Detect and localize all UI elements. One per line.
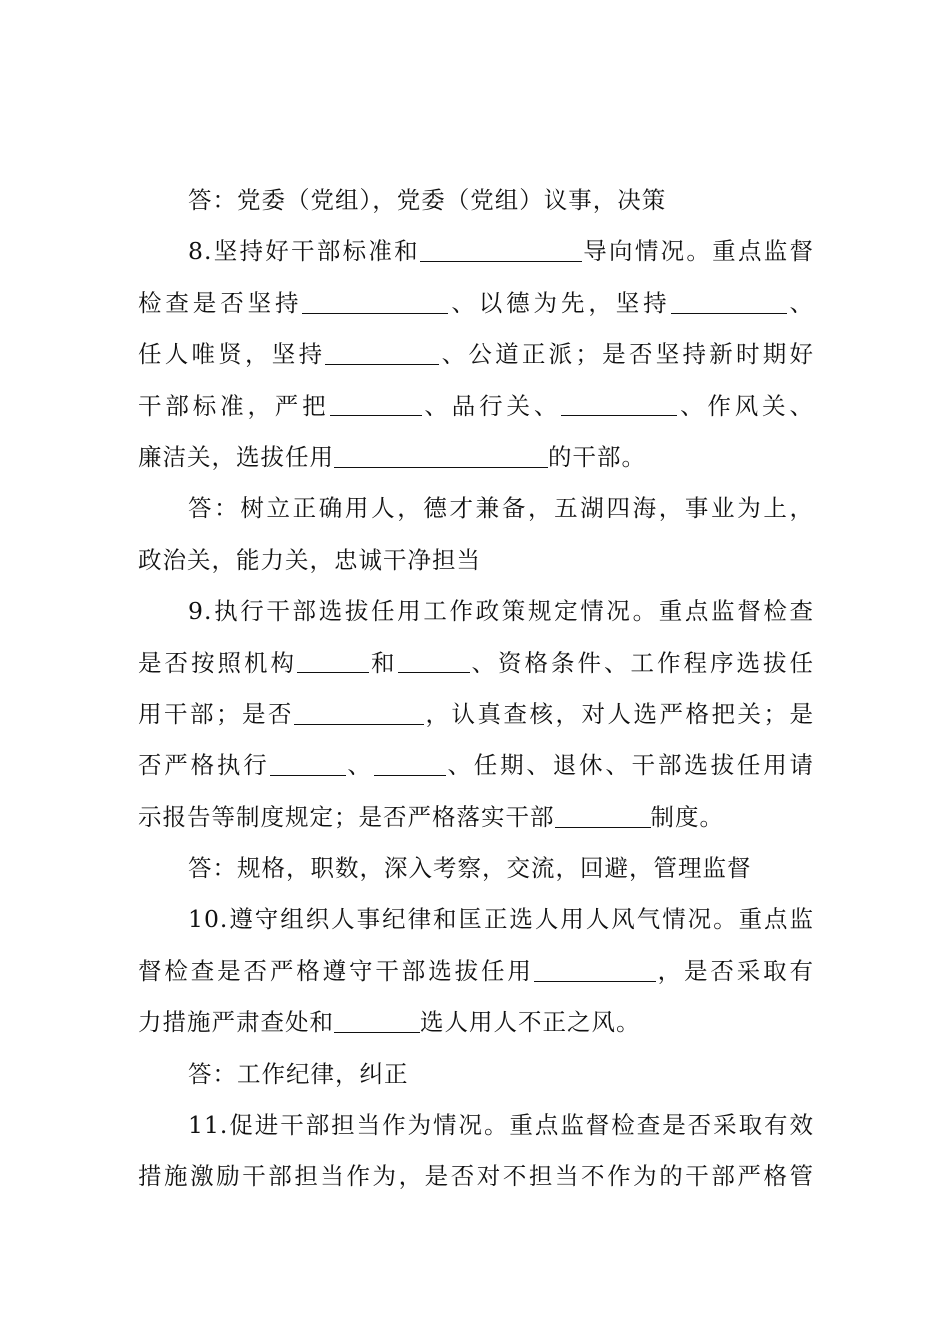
- q9-line-4: 否严格执行 、 、任期、退休、干部选拔任用请: [138, 751, 814, 780]
- q10-line-1: 10.遵守组织人事纪律和匡正选人用人风气情况。重点监: [188, 905, 814, 934]
- fill-blank[interactable]: [334, 443, 548, 468]
- q9-answer: [138, 843, 814, 894]
- answer-text: 工作纪律，纠正: [237, 1059, 409, 1088]
- q8-answer-line-2: 政治关，能力关，忠诚干净担当: [138, 545, 481, 574]
- q9-line-5: 示报告等制度规定；是否严格落实干部 制度。: [138, 802, 724, 831]
- fill-blank[interactable]: [297, 649, 369, 674]
- fill-blank[interactable]: [561, 392, 677, 417]
- q8-line-3: 任人唯贤，坚持 、公道正派；是否坚持新时期好: [138, 340, 814, 369]
- q8-line-2: 检查是否坚持 、以德为先，坚持 、: [138, 288, 814, 317]
- answer-prefix: 答：: [188, 494, 241, 523]
- q9-line-2: 是否按照机构 和 、资格条件、工作程序选拔任: [138, 648, 814, 677]
- fill-blank[interactable]: [294, 700, 424, 725]
- fill-blank[interactable]: [420, 238, 582, 263]
- q11-line-1: 11.促进干部担当作为情况。重点监督检查是否采取有效: [188, 1111, 814, 1140]
- answer-prefix: 答：: [188, 186, 237, 214]
- q8-answer-line-1: 答：树立正确用人，德才兼备，五湖四海，事业为上，: [188, 494, 814, 523]
- q10-answer: [138, 1049, 814, 1100]
- answer-text: 规格，职数，深入考察，交流，回避，管理监督: [237, 854, 752, 883]
- q10-line-2: 督检查是否严格遵守干部选拔任用 ，是否采取有: [138, 956, 814, 985]
- answer-prefix: 答：: [188, 854, 237, 883]
- question-number: 11.: [188, 1111, 229, 1140]
- q9-line-1: 9.执行干部选拔任用工作政策规定情况。重点监督检查: [188, 597, 814, 626]
- document-body: [138, 175, 814, 1203]
- fill-blank[interactable]: [330, 392, 422, 417]
- fill-blank[interactable]: [302, 289, 448, 314]
- question-number: 9.: [188, 597, 213, 626]
- q9-line-3: 用干部；是否 ，认真查核，对人选严格把关；是: [138, 699, 814, 728]
- q11-line-2: 措施激励干部担当作为，是否对不担当不作为的干部严格管: [138, 1162, 814, 1191]
- q8-line-1: 8.坚持好干部标准和 导向情况。重点监督: [188, 237, 814, 266]
- fill-blank[interactable]: [325, 340, 439, 365]
- fill-blank[interactable]: [374, 752, 446, 777]
- fill-blank[interactable]: [334, 1009, 420, 1034]
- answer-prefix: 答：: [188, 1059, 237, 1088]
- fill-blank[interactable]: [398, 649, 470, 674]
- q8-line-5: 廉洁关，选拔任用 的干部。: [138, 442, 646, 471]
- fill-blank[interactable]: [270, 752, 346, 777]
- fill-blank[interactable]: [534, 957, 656, 982]
- answer-text: 党委（党组），党委（党组）议事，决策: [237, 186, 667, 214]
- q10-line-3: 力措施严肃查处和 选人用人不正之风。: [138, 1008, 641, 1037]
- question-number: 10.: [188, 905, 229, 934]
- question-number: 8.: [188, 237, 213, 266]
- fill-blank[interactable]: [555, 803, 651, 828]
- fill-blank[interactable]: [671, 289, 787, 314]
- q7-answer: [138, 175, 814, 226]
- q8-line-4: 干部标准，严把 、品行关、 、作风关、: [138, 391, 814, 420]
